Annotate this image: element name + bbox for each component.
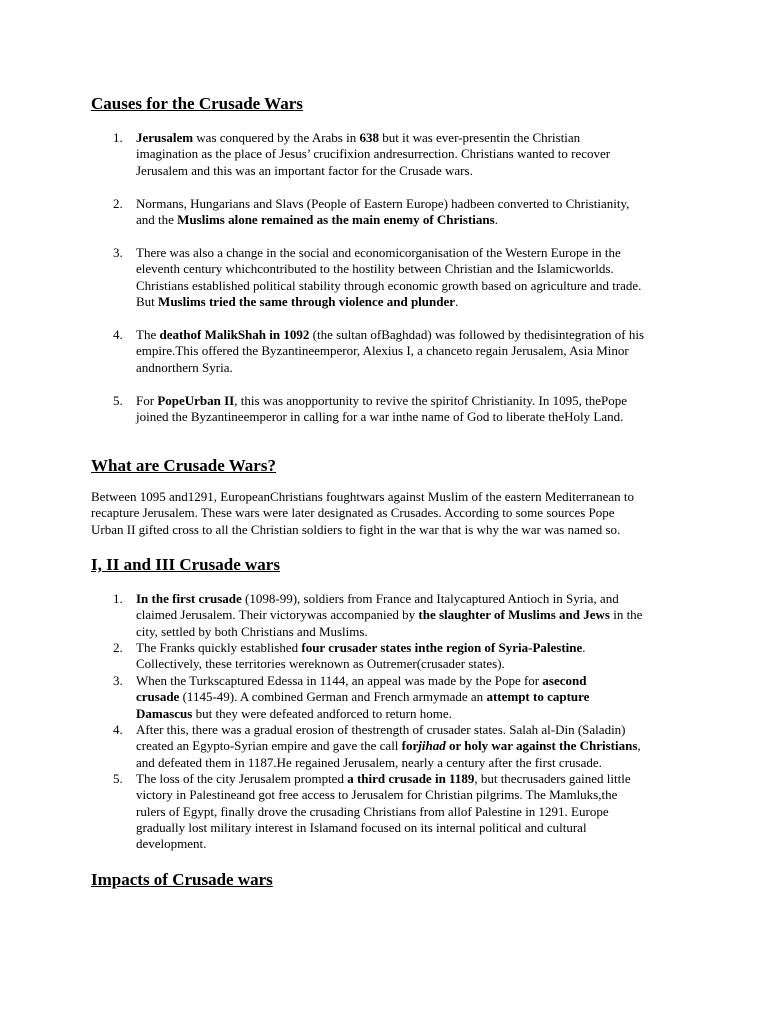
list-number: 5. [113,771,123,786]
list-item-text [136,673,681,722]
list-item-text [136,640,681,673]
paragraph-what-are-crusade-wars [91,489,634,538]
text-line: Damascus but they were defeated andforced to return home. [136,705,452,721]
list-number: 4. [113,722,123,737]
text-line: and the Muslims alone remained as the main enemy of Christians. [136,212,498,228]
list-number: 2. [113,640,123,655]
list-number: 3. [113,245,123,260]
list-item-text [136,591,681,640]
bold-text: Damascus [136,705,193,721]
text-line: The deathof MalikShah in 1092 (the sultan ofBaghdad) was followed by thedisintegration of his [136,327,645,342]
text-line: created an Egypto-Syrian empire and gave the call forjihad or holy war against the Christians, [136,738,641,754]
paragraph-line: Urban II gifted cross to all the Christian soldiers to fight in the war that is why the war was named so. [91,521,621,537]
list-number: 1. [113,130,123,145]
text-line: Jerusalem and this was an important factor for the Crusade wars. [136,162,473,178]
bold-text: In the first crusade [136,591,242,606]
text-line: eleventh century whichcontributed to the hostility between Christian and the Islamicworlds. [136,261,614,277]
list-number: 2. [113,196,123,211]
text-line: andnorthern Syria. [136,359,233,375]
bold-text: jihad [418,738,446,754]
bold-text: PopeUrban II [157,393,235,408]
list-number: 4. [113,327,123,342]
bold-text: Muslims tried the same through violence and plunder [158,293,456,309]
list-number: 5. [113,393,123,408]
text-line: Normans, Hungarians and Slavs (People of Eastern Europe) hadbeen converted to Christianity, [136,196,630,211]
text-line: Jerusalem was conquered by the Arabs in 638 but it was ever-presentin the Christian [136,130,581,145]
text-line: claimed Jerusalem. Their victorywas accompanied by the slaughter of Muslims and Jews in the [136,607,643,623]
list-number: 3. [113,673,123,688]
bold-text: for [401,738,419,754]
bold-text: deathof MalikShah in 1092 [159,327,310,342]
text-line: empire.This offered the Byzantineemperor, Alexius I, a chanceto regain Jerusalem, Asia Minor [136,343,629,359]
text-line: But Muslims tried the same through violence and plunder. [136,293,459,309]
paragraph-line: Between 1095 and1291, EuropeanChristians foughtwars against Muslim of the eastern Mediterranean to [91,489,634,504]
bold-text: the slaughter of Muslims and Jews [418,607,610,623]
text-line: crusade (1145-49). A combined German and French armymade an attempt to capture [136,689,590,705]
text-line: After this, there was a gradual erosion of thestrength of crusader states. Salah al-Din (Saladin) [136,722,626,737]
paragraph-line: recapture Jerusalem. These wars were later designated as Crusades. According to some sources Pope [91,505,615,521]
text-line: development. [136,836,207,852]
heading-impacts: Impacts of Crusade wars [91,870,273,889]
text-line: joined the Byzantineemperor in calling for a war inthe name of God to liberate theHoly Land. [136,409,624,425]
heading-causes: Causes for the Crusade Wars [91,94,303,113]
bold-text: asecond [542,673,587,688]
text-line: The Franks quickly established four crusader states inthe region of Syria-Palestine. [136,640,586,655]
text-line: rulers of Egypt, finally drove the crusading Christians from allof Palestine in 1291. Europe [136,803,609,819]
heading-what-are-crusade-wars: What are Crusade Wars? [91,456,276,475]
bold-text: 638 [359,130,379,145]
list-item-text [136,130,681,179]
bold-text: or holy war against the Christians [445,738,638,754]
bold-text: attempt to capture [486,689,590,705]
bold-text: crusade [136,689,180,705]
list-item-text [136,327,681,376]
heading-crusade-wars-i-ii-iii: I, II and III Crusade wars [91,555,280,574]
list-item-text [136,771,681,852]
text-line: There was also a change in the social and economicorganisation of the Western Europe in the [136,245,621,260]
text-line: Collectively, these territories wereknown as Outremer(crusader states). [136,656,505,672]
list-item-text [136,245,681,310]
text-line: imagination as the place of Jesus’ crucifixion andresurrection. Christians wanted to recover [136,146,611,162]
text-line: When the Turkscaptured Edessa in 1144, an appeal was made by the Pope for asecond [136,673,587,688]
text-line: Christians established political stability through economic growth based on agriculture and trade. [136,277,642,293]
text-line: For PopeUrban II, this was anopportunity to revive the spiritof Christianity. In 1095, thePope [136,393,627,408]
text-line: The loss of the city Jerusalem prompted a third crusade in 1189, but thecrusaders gained little [136,771,631,786]
text-line: In the first crusade (1098-99), soldiers from France and Italycaptured Antioch in Syria, and [136,591,619,606]
list-item-text [136,196,681,229]
bold-text: Jerusalem [136,130,194,145]
text-line: city, settled by both Christians and Muslims. [136,623,368,639]
text-line: and defeated them in 1187.He regained Jerusalem, nearly a century after the first crusade. [136,754,602,770]
text-line: gradually lost military interest in Islamand focused on its internal political and cultural [136,819,587,835]
text-line: victory in Palestineand got free access to Jerusalem for Christian pilgrims. The Mamluks,the [136,787,618,803]
list-item-text [136,722,681,771]
bold-text: a third crusade in 1189 [347,771,475,786]
list-item-text [136,393,681,426]
list-number: 1. [113,591,123,606]
bold-text: Muslims alone remained as the main enemy of Christians [177,212,495,228]
bold-text: four crusader states inthe region of Syria-Palestine [301,640,583,655]
